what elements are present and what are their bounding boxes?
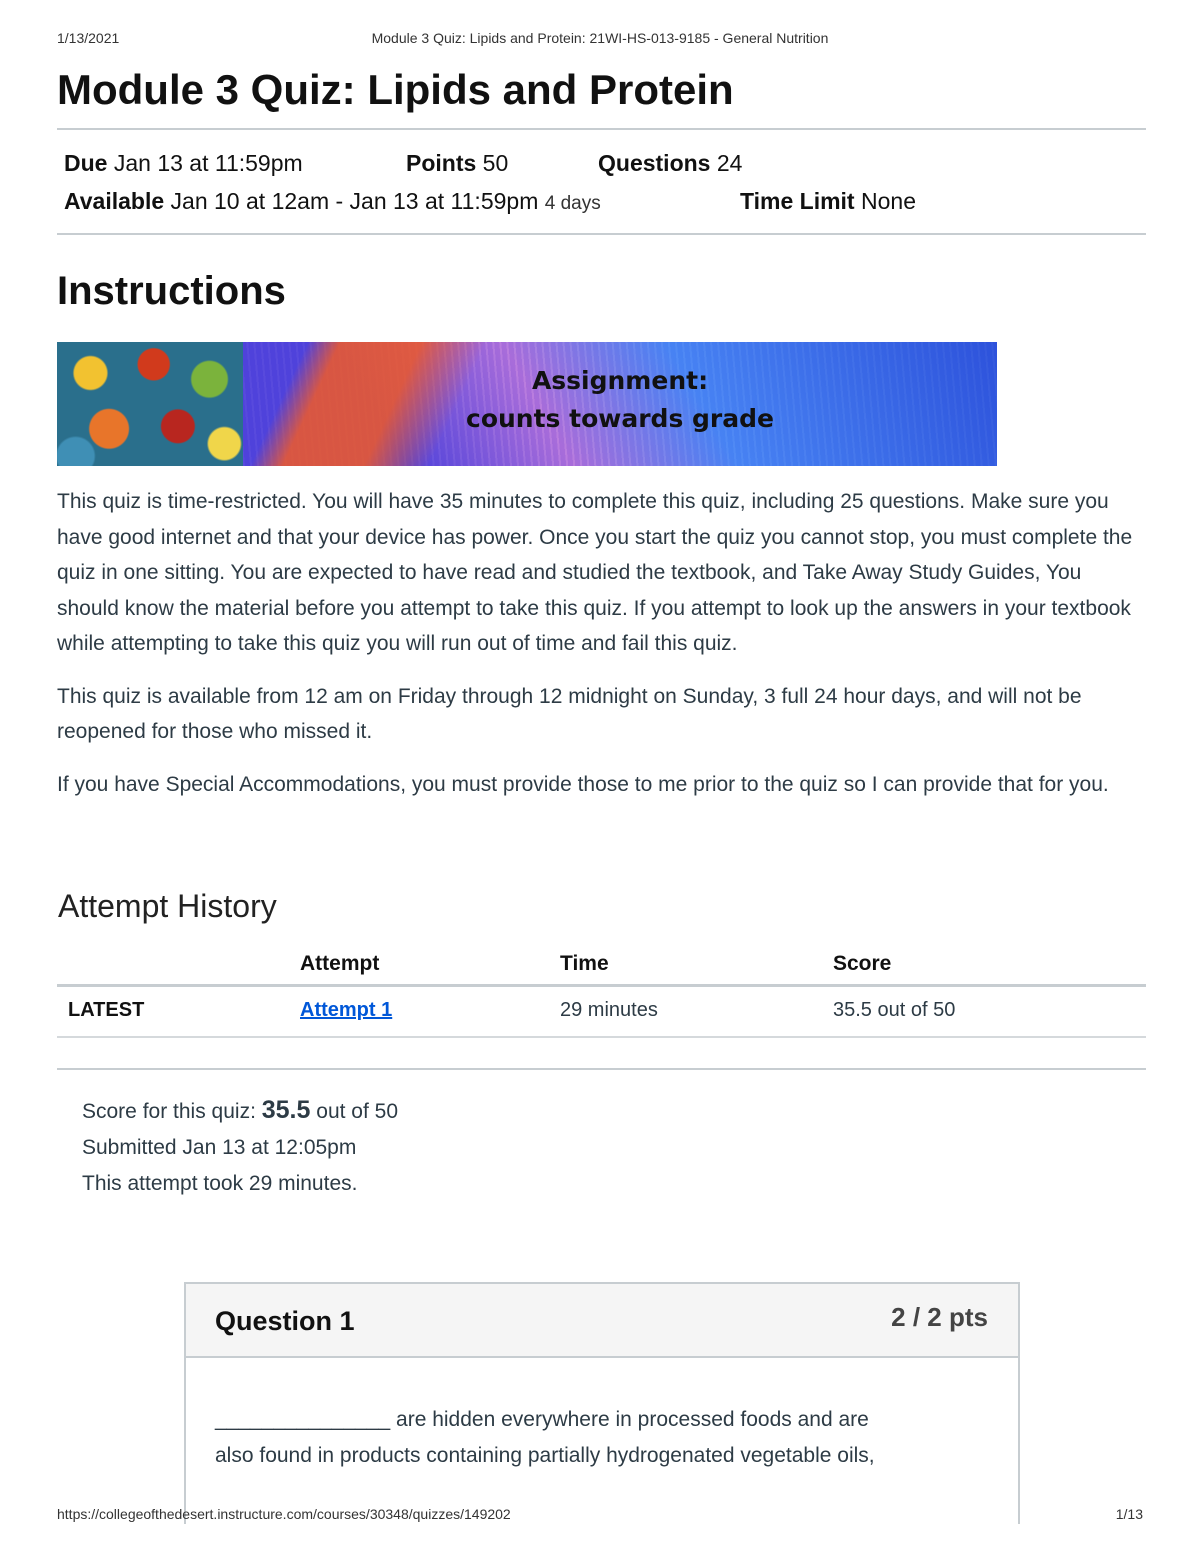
time-cell: 29 minutes xyxy=(560,999,658,1021)
print-header xyxy=(57,30,1143,50)
assignment-banner xyxy=(57,342,997,466)
score-prefix: Score for this quiz: xyxy=(82,1100,256,1123)
available-duration: 4 days xyxy=(544,193,601,214)
instructions-body xyxy=(57,484,1146,802)
questions-detail xyxy=(598,150,742,177)
duration-line: This attempt took 29 minutes. xyxy=(82,1172,358,1195)
quiz-content xyxy=(57,64,1146,1202)
questions-value: 24 xyxy=(716,150,743,176)
score-suffix: out of 50 xyxy=(316,1100,398,1123)
banner-line-1: Assignment: xyxy=(531,366,709,395)
available-value: Jan 10 at 12am - Jan 13 at 11:59pm xyxy=(170,188,539,214)
submitted-line: Submitted Jan 13 at 12:05pm xyxy=(82,1136,357,1159)
points-detail xyxy=(406,150,508,177)
latest-label: LATEST xyxy=(68,999,145,1021)
page-title: Module 3 Quiz: Lipids and Protein xyxy=(57,66,734,113)
print-url: https://collegeofthedesert.instructure.com/courses/30348/quizzes/149202 xyxy=(57,1506,511,1522)
instructions-heading: Instructions xyxy=(57,269,286,313)
column-header-attempt: Attempt xyxy=(300,952,380,975)
instructions-paragraph: This quiz is available from 12 am on Friday through 12 midnight on Sunday, 3 full 24 hour days, and will not be reopened for those who missed it. xyxy=(57,684,1082,743)
question-1-card xyxy=(184,1282,1020,1524)
food-image xyxy=(57,342,243,466)
question-header xyxy=(186,1284,1018,1358)
details-divider xyxy=(57,233,1146,235)
question-text-line: _______________ are hidden everywhere in processed foods and are xyxy=(215,1408,869,1431)
instructions-paragraph: This quiz is time-restricted. You will have 35 minutes to complete this quiz, including 25 questions. Make sure you have good internet and that your device has power. Once you start the quiz you cannot stop, you must complete the quiz in one sitting. You are expected to have read and studied the textbook, and Take Away Study Guides, You should know the material before you attempt to take this quiz. If you attempt to look up the answers in your textbook while attempting to take this quiz you will run out of time and fail this quiz. xyxy=(57,490,1133,655)
time-limit-label: Time Limit xyxy=(740,188,855,214)
print-date: 1/13/2021 xyxy=(57,30,120,46)
column-header-time: Time xyxy=(560,952,609,975)
banner-line-2: counts towards grade xyxy=(466,404,774,433)
table-row xyxy=(57,986,1146,1038)
history-divider xyxy=(57,1068,1146,1070)
quiz-details xyxy=(57,130,1146,233)
question-points: 2 / 2 pts xyxy=(891,1302,988,1332)
due-label: Due xyxy=(64,150,108,176)
available-label: Available xyxy=(64,188,165,214)
points-value: 50 xyxy=(482,150,509,176)
due-value: Jan 13 at 11:59pm xyxy=(113,150,303,176)
points-label: Points xyxy=(406,150,477,176)
due-detail xyxy=(64,150,303,177)
question-title: Question 1 xyxy=(215,1306,355,1336)
time-limit-value: None xyxy=(861,188,916,214)
available-detail xyxy=(64,188,601,215)
score-cell: 35.5 out of 50 xyxy=(833,999,956,1021)
score-line xyxy=(82,1092,1146,1130)
column-header xyxy=(57,946,300,986)
question-text xyxy=(186,1358,1018,1474)
table-header-row xyxy=(57,946,1146,986)
print-document-title: Module 3 Quiz: Lipids and Protein: 21WI-HS-013-9185 - General Nutrition xyxy=(371,30,829,46)
time-limit-detail xyxy=(740,188,916,215)
banner-text xyxy=(243,362,997,438)
print-page-number: 1/13 xyxy=(1115,1506,1143,1522)
print-footer xyxy=(57,1506,1143,1526)
questions-label: Questions xyxy=(598,150,711,176)
column-header-score: Score xyxy=(833,952,892,975)
question-text-line: also found in products containing partially hydrogenated vegetable oils, xyxy=(215,1444,875,1467)
attempt-cell xyxy=(300,986,560,1038)
score-summary xyxy=(82,1092,1146,1202)
attempt-history-heading: Attempt History xyxy=(58,888,277,924)
attempt-1-link[interactable]: Attempt 1 xyxy=(300,999,393,1021)
score-value: 35.5 xyxy=(261,1096,311,1124)
instructions-paragraph: If you have Special Accommodations, you must provide those to me prior to the quiz so I can provide that for you. xyxy=(57,772,1109,796)
attempt-history-table xyxy=(57,946,1146,1038)
